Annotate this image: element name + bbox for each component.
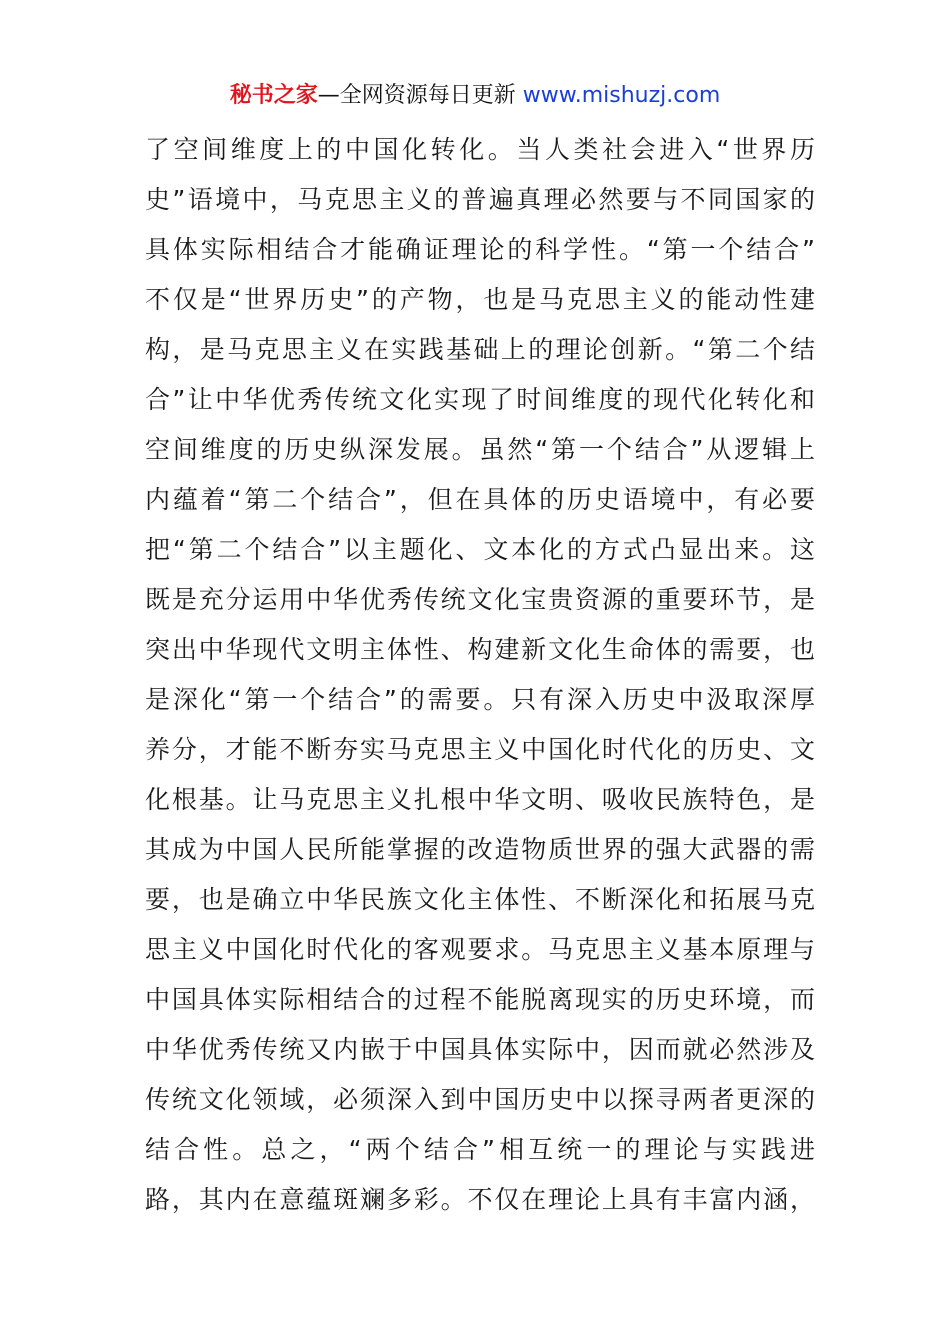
text-line: 突出中华现代文明主体性、构建新文化生命体的需要，也 [145,635,815,664]
text-line: 其成为中国人民所能掌握的改造物质世界的强大武器的需 [145,835,815,864]
text-line: 中国具体实际相结合的过程不能脱离现实的历史环境，而 [145,985,815,1014]
site-header [0,80,950,112]
text-line: 构，是马克思主义在实践基础上的理论创新。“第二个结 [145,335,815,364]
text-line: 把“第二个结合”以主题化、文本化的方式凸显出来。这 [145,535,815,564]
text-line: 合”让中华优秀传统文化实现了时间维度的现代化转化和 [145,385,815,414]
text-line: 具体实际相结合才能确证理论的科学性。“第一个结合” [145,235,815,264]
text-line: 结合性。总之，“两个结合”相互统一的理论与实践进 [145,1135,815,1164]
text-line: 要，也是确立中华民族文化主体性、不断深化和拓展马克 [145,885,815,914]
text-line: 路，其内在意蕴斑斓多彩。不仅在理论上具有丰富内涵， [145,1185,815,1214]
text-line: 化根基。让马克思主义扎根中华文明、吸收民族特色，是 [145,785,815,814]
text-line: 是深化“第一个结合”的需要。只有深入历史中汲取深厚 [145,685,815,714]
text-line: 了空间维度上的中国化转化。当人类社会进入“世界历 [145,135,815,164]
text-line: 不仅是“世界历史”的产物，也是马克思主义的能动性建 [145,285,815,314]
site-tagline: —全网资源每日更新 [317,83,523,108]
text-line: 思主义中国化时代化的客观要求。马克思主义基本原理与 [145,935,815,964]
text-line: 内蕴着“第二个结合”，但在具体的历史语境中，有必要 [145,485,815,514]
site-url-link[interactable]: www.mishuzj.com [522,83,721,108]
text-line: 养分，才能不断夯实马克思主义中国化时代化的历史、文 [145,735,815,764]
text-line: 史”语境中，马克思主义的普遍真理必然要与不同国家的 [145,185,815,214]
document-body [145,125,815,1225]
text-line: 空间维度的历史纵深发展。虽然“第一个结合”从逻辑上 [145,435,815,464]
text-line: 中华优秀传统又内嵌于中国具体实际中，因而就必然涉及 [145,1035,815,1064]
site-brand: 秘书之家 [229,83,318,108]
text-line: 既是充分运用中华优秀传统文化宝贵资源的重要环节，是 [145,585,815,614]
text-line: 传统文化领域，必须深入到中国历史中以探寻两者更深的 [145,1085,815,1114]
